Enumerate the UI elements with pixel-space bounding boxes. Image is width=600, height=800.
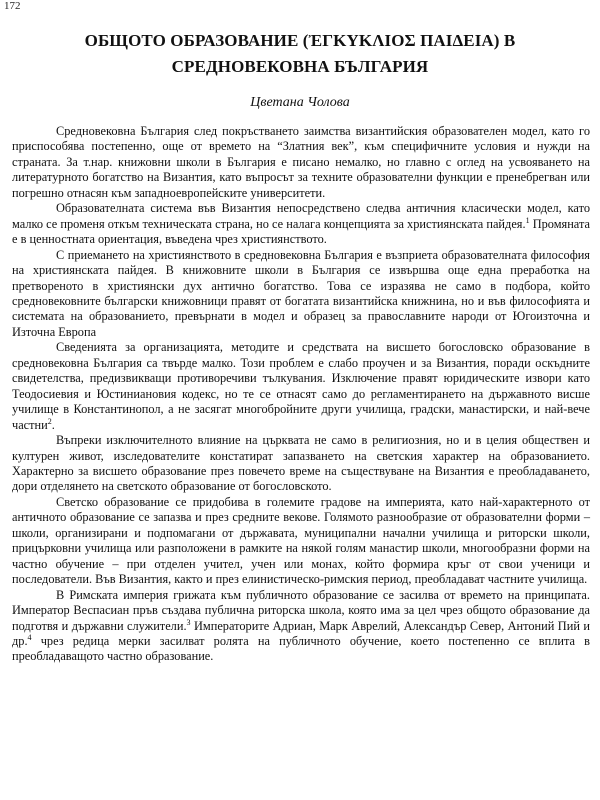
page-number: 172 [4,0,21,12]
paragraph [12,588,590,665]
paragraph [12,433,590,495]
footnote-ref: 1 [525,215,530,225]
paragraph [12,495,590,588]
paragraph-text: Образователната система във Византия непосредствено следва античния класически модел, като малко се променя откъм техническата страна, но се налага концепцията за християнската пайдея. [12,201,590,231]
paragraph [12,124,590,201]
paragraph-text: С приемането на християнството в средновековна България е възприета образователната философия на християнската пайдея. В книжовните школи в България се извършва още една преработка на претвореното в християнски дух антично богатство. Това се изразява не само в подбора, който средновековните български книжовници правят от богатата византийска книжнина, но и във философията и системата на образованието, превърнати в модел и образец за православните народи от Югоизточна и Източна Европа [12,247,590,339]
paragraph-text: В Римската империя грижата към публичното образование се засилва от времето на принципата. Император Веспасиан пръв създава публична риторска школа, която има за цел чрез общото образование да подготвя и държавни служители. [12,587,590,633]
article-title: ОБЩОТО ОБРАЗОВАНИЕ (ἘΓΚΥΚΛΙΟΣ ΠΑΙΔΕΙΑ) В СРЕДНОВЕКОВНА БЪЛГАРИЯ [84,31,516,76]
author-name: Цветана Чолова [250,95,350,110]
paragraph-text: Въпреки изключителното влияние на църквата не само в религиозния, но и в целия обществен и културен живот, изследователите констатират запазването на светския характер на образованието. Характерно за висшето образование през повечето време на съществуване на Византия е преобладаването, дори отделянето на светското образование от богословското. [12,433,590,494]
paragraph [12,340,590,433]
paragraph-text: Светско образование се придобива в големите градове на империята, като най-характерното от античното образование се запазва и през средните векове. Голямото разнообразие от образователни форми – школи, организирани и подпомагани от държавата, муниципални начални училища и риторски школи, прицърковни училища или разположени в рамките на някой голям манастир школи, многообразни форми на частно обучение – при отделен учител, учен или монах, който формира кръг от свои ученици и последователи. Във Византия, както и през елинистическо-римския период, преобладават частните училища. [12,494,590,587]
paragraph-text: Промяната е в ценностната ориентация, въведена чрез християнството. [12,216,590,247]
footnote-ref: 4 [27,632,32,642]
paragraph-text: Императорите Адриан, Марк Аврелий, Александър Север, Антоний Пий и др. [12,618,590,648]
footnote-ref: 2 [47,416,52,426]
footnote-ref: 3 [186,617,191,627]
paragraph [12,248,590,341]
paragraph-text: Средновековна България след покръстването заимства византийския образователен модел, като го приспособява постепенно, още от времето на “Златния век”, към специфичните условия и нужди на страната. За т.нар. книжовни школи в България е писано немалко, но главно с оглед на усвояването на литературното богатство на Византия, като въпросът за техните образователни функции е пренебрегван или погрешно отнасян към западноевропейските университети. [12,124,590,200]
paragraph-text: . [51,417,55,432]
paragraph-text: Сведенията за организацията, методите и средствата на висшето богословско образование в средновековна България са твърде малко. Този проблем е слабо проучен и за Византия, поради оскъдните свидетелства, предизвикващи противоречиви тълкувания. Изключение правят юридическите извори като Теодосиевия и Юстиниановия кодекс, но те се отнасят само до регламентирането на държавното висше училище в Константинопол, а не засягат многобройните други училища, градски, манастирски, и най-вече частни [12,340,590,432]
paragraph-text: чрез редица мерки засилват ролята на публичното обучение, което постепенно се вплита в преобладаващото частно образование. [12,633,590,664]
paragraph [12,201,590,247]
article-body [12,124,590,665]
